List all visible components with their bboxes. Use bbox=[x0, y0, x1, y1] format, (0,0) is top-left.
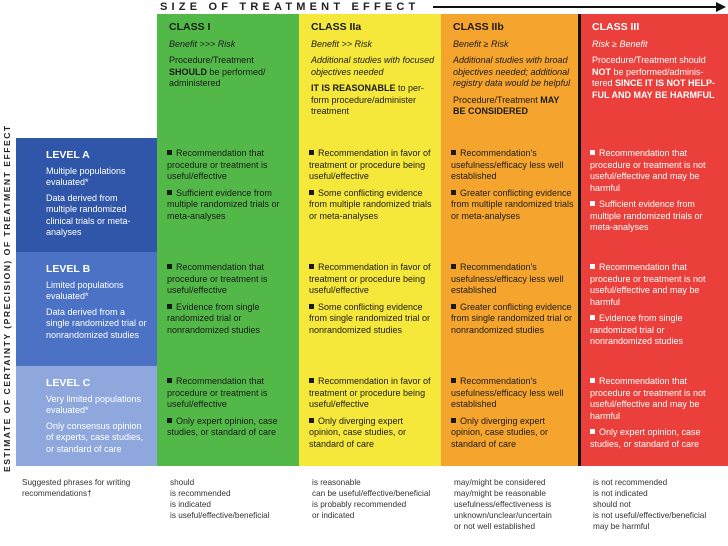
evidence-point bbox=[167, 416, 293, 439]
evidence-text: Recommendation that procedure or treatment is useful/effective bbox=[167, 376, 268, 409]
bullet-square-icon bbox=[590, 201, 595, 206]
class-recommendation-text bbox=[311, 83, 435, 118]
class-text-post: be performed/adminis- tered bbox=[592, 66, 704, 88]
level-a-class-i-cell bbox=[157, 138, 299, 252]
evidence-point bbox=[451, 376, 574, 411]
bullet-square-icon bbox=[590, 150, 595, 155]
evidence-point bbox=[167, 188, 293, 223]
effect-arrow-line bbox=[433, 6, 719, 8]
class-iia-phrases bbox=[312, 477, 440, 521]
level-a-class-iii-cell bbox=[580, 138, 728, 252]
suggested-phrase: may/might be reasonable bbox=[454, 489, 546, 498]
class-name: CLASS IIa bbox=[311, 21, 362, 33]
bullet-square-icon bbox=[451, 378, 456, 383]
evidence-text: Recommendation's usefulness/efficacy less well established bbox=[451, 376, 564, 409]
class-i-phrases bbox=[170, 477, 298, 521]
evidence-text: Greater conflicting evidence from single randomized trial or nonrandomized studies bbox=[451, 301, 573, 335]
suggested-phrase: or indicated bbox=[312, 511, 355, 520]
bullet-square-icon bbox=[167, 304, 172, 309]
suggested-phrases-label: Suggested phrases for writing recommendations† bbox=[22, 478, 131, 498]
evidence-text: Recommendation that procedure or treatment is useful/effective bbox=[167, 148, 268, 181]
class-additional-studies: Additional studies with broad objectives needed; additional registry data would be helpful bbox=[453, 55, 571, 88]
level-population: Very limited populations evaluated* bbox=[46, 393, 142, 415]
evidence-text: Recommendation in favor of treatment or procedure being useful/effective bbox=[309, 148, 431, 181]
evidence-text: Only diverging expert opinion, case studies, or standard of care bbox=[309, 415, 407, 449]
evidence-text: Recommendation's usefulness/efficacy less well established bbox=[451, 148, 564, 181]
class-text-emphasis-2: SINCE IT IS NOT HELP- FUL AND MAY BE HARMFUL bbox=[592, 78, 716, 100]
evidence-text: Recommendation in favor of treatment or procedure being useful/effective bbox=[309, 376, 431, 409]
class-name: CLASS I bbox=[169, 21, 211, 33]
bullet-square-icon bbox=[451, 150, 456, 155]
class-iii-divider bbox=[578, 14, 581, 466]
class-i-header bbox=[157, 14, 299, 138]
level-name: LEVEL C bbox=[46, 377, 91, 389]
class-iii-header bbox=[580, 14, 728, 138]
class-benefit-ratio: Risk ≥ Benefit bbox=[592, 38, 648, 49]
suggested-phrase: should not bbox=[593, 500, 631, 509]
bullet-square-icon bbox=[167, 418, 172, 423]
level-b-class-iii-cell bbox=[580, 252, 728, 366]
level-c-class-iib-cell bbox=[441, 366, 580, 466]
bullet-square-icon bbox=[309, 264, 314, 269]
level-data-source: Data derived from multiple randomized clinical trials or meta-analyses bbox=[46, 192, 131, 237]
evidence-point bbox=[309, 262, 435, 297]
evidence-point bbox=[590, 199, 722, 234]
class-iia-header bbox=[299, 14, 441, 138]
level-c-class-iia-cell bbox=[299, 366, 441, 466]
evidence-point bbox=[309, 302, 435, 337]
suggested-phrase: is not indicated bbox=[593, 489, 648, 498]
evidence-text: Evidence from single randomized trial or nonrandomized studies bbox=[590, 313, 684, 346]
evidence-point bbox=[167, 262, 293, 297]
bullet-square-icon bbox=[451, 264, 456, 269]
class-recommendation-text bbox=[169, 55, 293, 90]
evidence-text: Recommendation that procedure or treatment is useful/effective bbox=[167, 262, 268, 295]
certainty-axis-label: ESTIMATE OF CERTAINTY (PRECISION) OF TREATMENT EFFECT bbox=[2, 124, 12, 472]
bullet-square-icon bbox=[309, 304, 314, 309]
evidence-text: Greater conflicting evidence from multiple randomized trials or meta-analyses bbox=[451, 187, 574, 221]
evidence-point bbox=[309, 148, 435, 183]
level-b-label-cell bbox=[16, 252, 157, 366]
suggested-phrase: unknown/unclear/uncertain bbox=[454, 511, 552, 520]
evidence-text: Only diverging expert opinion, case studies, or standard of care bbox=[451, 415, 549, 449]
class-iib-header bbox=[441, 14, 580, 138]
class-benefit-ratio: Benefit >> Risk bbox=[311, 38, 373, 49]
level-b-class-i-cell bbox=[157, 252, 299, 366]
bullet-square-icon bbox=[167, 264, 172, 269]
class-recommendation-text bbox=[453, 95, 574, 118]
evidence-text: Sufficient evidence from multiple randomized trials or meta-analyses bbox=[167, 187, 280, 221]
evidence-text: Only expert opinion, case studies, or standard of care bbox=[167, 415, 278, 437]
suggested-phrase: can be useful/effective/beneficial bbox=[312, 489, 431, 498]
class-text-emphasis: NOT bbox=[592, 66, 611, 77]
suggested-phrase: is reasonable bbox=[312, 478, 361, 487]
level-name: LEVEL B bbox=[46, 263, 91, 275]
level-b-class-iia-cell bbox=[299, 252, 441, 366]
evidence-point bbox=[451, 302, 574, 337]
evidence-point bbox=[590, 376, 722, 422]
evidence-point bbox=[167, 148, 293, 183]
bullet-square-icon bbox=[451, 304, 456, 309]
suggested-phrase: or not well established bbox=[454, 522, 536, 531]
class-recommendation-text bbox=[592, 55, 722, 101]
evidence-text: Sufficient evidence from multiple randomized trials or meta-analyses bbox=[590, 199, 703, 232]
evidence-text: Recommendation that procedure or treatment is not useful/effective and may be harmful bbox=[590, 148, 706, 193]
level-b-class-iib-cell bbox=[441, 252, 580, 366]
class-text-post: to per- form procedure/administer treatment bbox=[311, 83, 425, 116]
evidence-text: Recommendation that procedure or treatment is not useful/effective and may be harmful bbox=[590, 376, 706, 421]
effect-arrow-head-icon bbox=[716, 2, 726, 12]
evidence-point bbox=[590, 313, 722, 348]
level-name: LEVEL A bbox=[46, 149, 90, 161]
suggested-phrase: may be harmful bbox=[593, 522, 650, 531]
bullet-square-icon bbox=[309, 418, 314, 423]
bullet-square-icon bbox=[590, 378, 595, 383]
class-name: CLASS IIb bbox=[453, 21, 504, 33]
level-c-class-i-cell bbox=[157, 366, 299, 466]
evidence-point bbox=[309, 188, 435, 223]
evidence-text: Some conflicting evidence from single randomized trial or nonrandomized studies bbox=[309, 301, 431, 335]
size-of-treatment-effect-label: SIZE OF TREATMENT EFFECT bbox=[160, 1, 420, 13]
bullet-square-icon bbox=[309, 190, 314, 195]
evidence-point bbox=[309, 416, 435, 451]
evidence-point bbox=[167, 302, 293, 337]
level-c-label-cell bbox=[16, 366, 157, 466]
suggested-phrase: is indicated bbox=[170, 500, 211, 509]
suggested-phrase: should bbox=[170, 478, 195, 487]
evidence-point bbox=[590, 262, 722, 308]
class-benefit-ratio: Benefit ≥ Risk bbox=[453, 38, 509, 49]
class-text-emphasis: IT IS REASONABLE bbox=[311, 83, 396, 93]
evidence-text: Recommendation in favor of treatment or procedure being useful/effective bbox=[309, 262, 431, 295]
evidence-text: Some conflicting evidence from multiple randomized trials or meta-analyses bbox=[309, 187, 432, 221]
evidence-point bbox=[451, 148, 574, 183]
class-text-post: be performed/ administered bbox=[169, 66, 266, 88]
suggested-phrase: is useful/effective/beneficial bbox=[170, 511, 270, 520]
level-a-label-cell bbox=[16, 138, 157, 252]
evidence-point bbox=[590, 427, 722, 450]
suggested-phrase: may/might be considered bbox=[454, 478, 546, 487]
class-iii-phrases bbox=[593, 477, 727, 532]
bullet-square-icon bbox=[167, 150, 172, 155]
class-text-emphasis: MAY BE CONSIDERED bbox=[453, 94, 560, 116]
level-a-class-iia-cell bbox=[299, 138, 441, 252]
class-additional-studies: Additional studies with focused objectives needed bbox=[311, 55, 435, 77]
evidence-text: Recommendation's usefulness/efficacy less well established bbox=[451, 262, 564, 295]
evidence-point bbox=[590, 148, 722, 194]
level-data-source: Only consensus opinion of experts, case studies, or standard of care bbox=[46, 420, 144, 454]
bullet-square-icon bbox=[451, 418, 456, 423]
level-data-source: Data derived from a single randomized trial or nonrandomized studies bbox=[46, 306, 147, 340]
class-benefit-ratio: Benefit >>> Risk bbox=[169, 38, 236, 49]
evidence-point bbox=[309, 376, 435, 411]
level-population: Limited populations evaluated* bbox=[46, 279, 124, 301]
bullet-square-icon bbox=[590, 315, 595, 320]
class-name: CLASS III bbox=[592, 21, 640, 33]
level-a-class-iib-cell bbox=[441, 138, 580, 252]
bullet-square-icon bbox=[167, 190, 172, 195]
suggested-phrase: is not recommended bbox=[593, 478, 668, 487]
evidence-text: Recommendation that procedure or treatment is not useful/effective and may be harmful bbox=[590, 262, 706, 307]
level-population: Multiple populations evaluated* bbox=[46, 165, 126, 187]
class-iib-phrases bbox=[454, 477, 579, 532]
bullet-square-icon bbox=[451, 190, 456, 195]
suggested-phrase: is not useful/effective/beneficial bbox=[593, 511, 707, 520]
suggested-phrase: usefulness/effectiveness is bbox=[454, 500, 552, 509]
class-text-pre: Procedure/Treatment bbox=[169, 55, 254, 65]
bullet-square-icon bbox=[590, 264, 595, 269]
bullet-square-icon bbox=[309, 378, 314, 383]
class-text-emphasis: SHOULD bbox=[169, 66, 207, 77]
evidence-text: Evidence from single randomized trial or nonrandomized studies bbox=[167, 301, 261, 335]
evidence-point bbox=[167, 376, 293, 411]
level-c-class-iii-cell bbox=[580, 366, 728, 466]
class-text-pre: Procedure/Treatment should bbox=[592, 55, 706, 65]
evidence-text: Only expert opinion, case studies, or standard of care bbox=[590, 427, 701, 449]
evidence-point bbox=[451, 416, 574, 451]
suggested-phrase: is probably recommended bbox=[312, 500, 407, 509]
class-text-pre: Procedure/Treatment bbox=[453, 94, 541, 105]
bullet-square-icon bbox=[167, 378, 172, 383]
suggested-phrase: is recommended bbox=[170, 489, 231, 498]
evidence-point bbox=[451, 188, 574, 223]
bullet-square-icon bbox=[309, 150, 314, 155]
bullet-square-icon bbox=[590, 429, 595, 434]
evidence-point bbox=[451, 262, 574, 297]
